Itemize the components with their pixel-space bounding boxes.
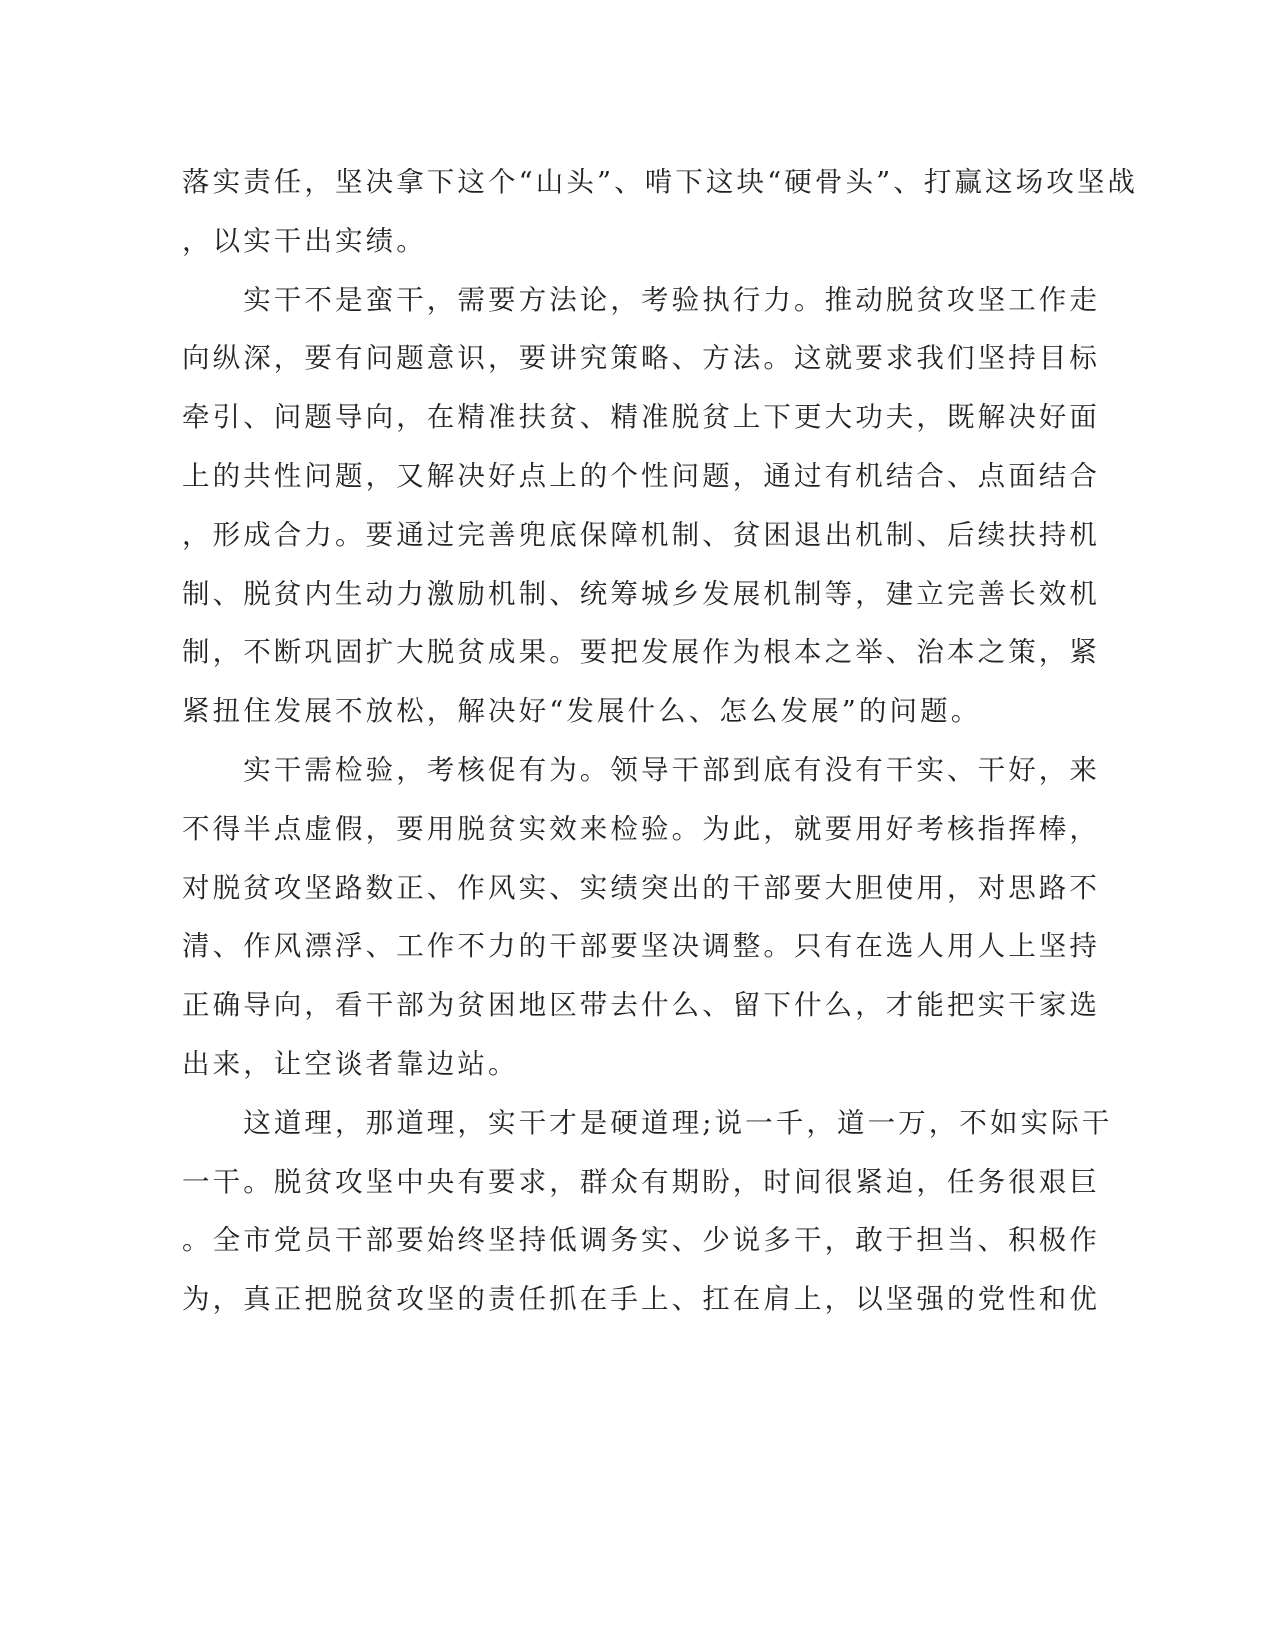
text-line: 。全市党员干部要始终坚持低调务实、少说多干，敢于担当、积极作 — [182, 1224, 1100, 1257]
text-line: 紧扭住发展不放松，解决好“发展什么、怎么发展”的问题。 — [182, 695, 982, 728]
text-line: 实干不是蛮干，需要方法论，考验执行力。推动脱贫攻坚工作走 — [182, 283, 1100, 316]
text-line: 清、作风漂浮、工作不力的干部要坚决调整。只有在选人用人上坚持 — [182, 930, 1100, 963]
text-line: 向纵深，要有问题意识，要讲究策略、方法。这就要求我们坚持目标 — [182, 342, 1100, 375]
text-line: 制，不断巩固扩大脱贫成果。要把发展作为根本之举、治本之策，紧 — [182, 636, 1100, 669]
text-line: 一干。脱贫攻坚中央有要求，群众有期盼，时间很紧迫，任务很艰巨 — [182, 1165, 1100, 1198]
text-line: 为，真正把脱贫攻坚的责任抓在手上、扛在肩上，以坚强的党性和优 — [182, 1283, 1100, 1316]
text-line: 正确导向，看干部为贫困地区带去什么、留下什么，才能把实干家选 — [182, 989, 1100, 1022]
paragraph-1 — [182, 153, 1139, 271]
text-line: 出来，让空谈者靠边站。 — [182, 1047, 519, 1080]
text-line: ，以实干出实绩。 — [182, 224, 427, 257]
text-line: ，形成合力。要通过完善兜底保障机制、贫困退出机制、后续扶持机 — [182, 518, 1100, 551]
text-line: 不得半点虚假，要用脱贫实效来检验。为此，就要用好考核指挥棒， — [182, 812, 1100, 845]
paragraph-3 — [182, 741, 1100, 1094]
text-line: 对脱贫攻坚路数正、作风实、实绩突出的干部要大胆使用，对思路不 — [182, 871, 1100, 904]
text-line: 落实责任，坚决拿下这个“山头”、啃下这块“硬骨头”、打赢这场攻坚战 — [182, 166, 1139, 198]
paragraph-4 — [182, 1094, 1113, 1329]
text-line: 牵引、问题导向，在精准扶贫、精准脱贫上下更大功夫，既解决好面 — [182, 401, 1100, 434]
text-line: 上的共性问题，又解决好点上的个性问题，通过有机结合、点面结合 — [182, 459, 1100, 492]
text-line: 制、脱贫内生动力激励机制、统筹城乡发展机制等，建立完善长效机 — [182, 577, 1100, 610]
paragraph-2 — [182, 271, 1100, 741]
text-line: 这道理，那道理，实干才是硬道理;说一千，道一万，不如实际干 — [182, 1106, 1113, 1139]
text-line: 实干需检验，考核促有为。领导干部到底有没有干实、干好，来 — [182, 753, 1100, 786]
document-body — [182, 153, 1139, 1329]
